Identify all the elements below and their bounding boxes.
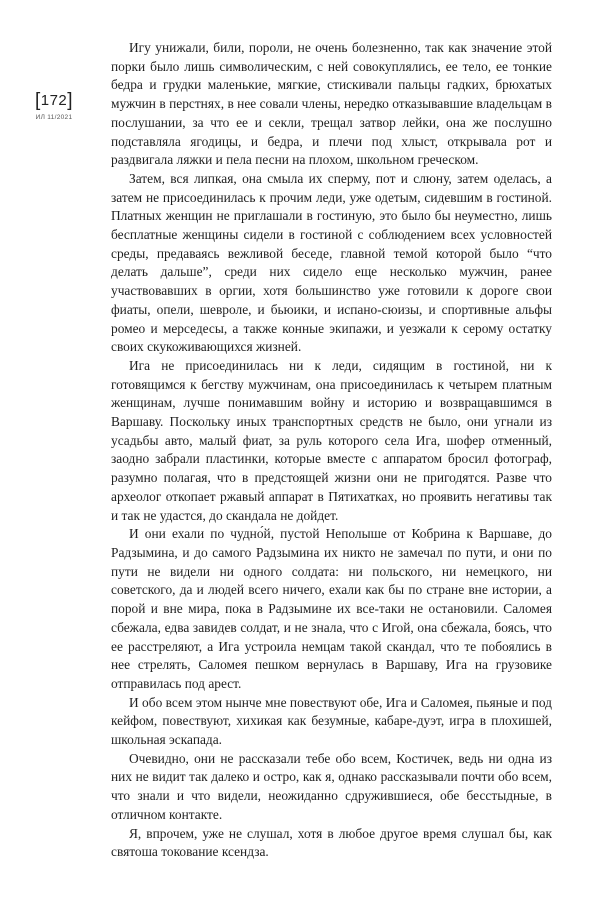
margin-note (14, 90, 94, 121)
text-column (111, 39, 552, 862)
paragraph: Ига не присоединилась ни к леди, сидящим в гостиной, ни к готовящимся к бегству мужчинам, она присоединилась к четырем платным женщинам, лучше понимавшим войну и историю и возвращавшимся в Варшаву. Поскольку иных транспортных средств не было, они угнали из усадьбы авто, малый фиат, за руль которого села Ига, шофер отменный, заодно забрали пластинки, которые вместе с аппаратом бросил фотограф, разумно полагая, что в предстоящей жизни они не пригодятся. Разве что археолог откопает ржавый аппарат в Пятихатках, но проявить негативы так и так не удастся, до скандала не дойдет. (111, 357, 552, 523)
paragraph: Я, впрочем, уже не слушал, хотя в любое другое время слушал бы, как святоша токование ксендза. (111, 825, 552, 860)
paragraph: Игу унижали, били, пороли, не очень болезненно, так как значение этой порки было лишь символическим, с ней совокуплялись, ее тело, ее тонкие бедра и грудки маленькие, мягкие, стискивали пальцы гадких, брюхатых мужчин в перстнях, в нее совали члены, нередко отказывавшие владельцам в послушании, за что ее и секли, трещал затвор лейки, она же послушно подставляла ягодицы, и бедра, и плечи под хлыст, открывала рот и раздвигала ляжки и пела песни на плохом, школьном греческом. (111, 40, 552, 168)
paragraph: И они ехали по чудно́й, пустой Неполыше от Кобрина к Варшаве, до Радзымина, и до самого Радзымина их никто не замечал по пути, и они по пути не видели ни одного солдата: ни польского, ни немецкого, ни советского, да и людей всего ничего, ехали как бы по стране вне истории, а порой и вне мира, пока в Радзымине их все-таки не остановили. Саломея сбежала, едва завидев солдат, и не знала, что с Игой, она сбежала, боясь, что ее расстреляют, а Ига устроила немцам такой скандал, что те побоялись в нее стрелять, Саломея пешком вернулась в Варшаву, Ига на грузовике отправилась под арест. (111, 526, 552, 691)
page-number: [172] (34, 90, 74, 111)
paragraph: И обо всем этом нынче мне повествуют обе, Ига и Саломея, пьяные и под кейфом, повествуют, хихикая как безумные, кабаре-дуэт, игра в плохишей, школьная эскапада. (111, 694, 552, 748)
paragraph: Очевидно, они не рассказали тебе обо всем, Костичек, ведь ни одна из них не видит так далеко и остро, как я, однако рассказывали почти обо всем, что знали и что видели, неожиданно сдружившиеся, обе бесстыдные, в отличном контакте. (111, 750, 552, 822)
page-number-value: 172 (40, 92, 68, 109)
issue-label: ИЛ 11/2021 (35, 114, 73, 121)
paragraph: Затем, вся липкая, она смыла их сперму, пот и слюну, затем оделась, а затем не присоединилась к прочим леди, уже одетым, сидевшим в гостиной. Платных женщин не приглашали в гостиную, это было бы неуместно, лишь бесплатные женщины сидели в гостиной с соблюдением всех условностей среды, предаваясь вежливой беседе, главной темой которой было “что делать дальше”, среди них сидело еще несколько мужчин, ранее участвовавших в оргии, хотя большинство уже готовили к дороге свои фиаты, опели, шевроле, и бьюики, и испано-сюизы, и спортивные альфы ромео и мерседесы, а также конные экипажи, и уезжали к серому остатку своих скукоживающихся жизней. (111, 170, 552, 355)
